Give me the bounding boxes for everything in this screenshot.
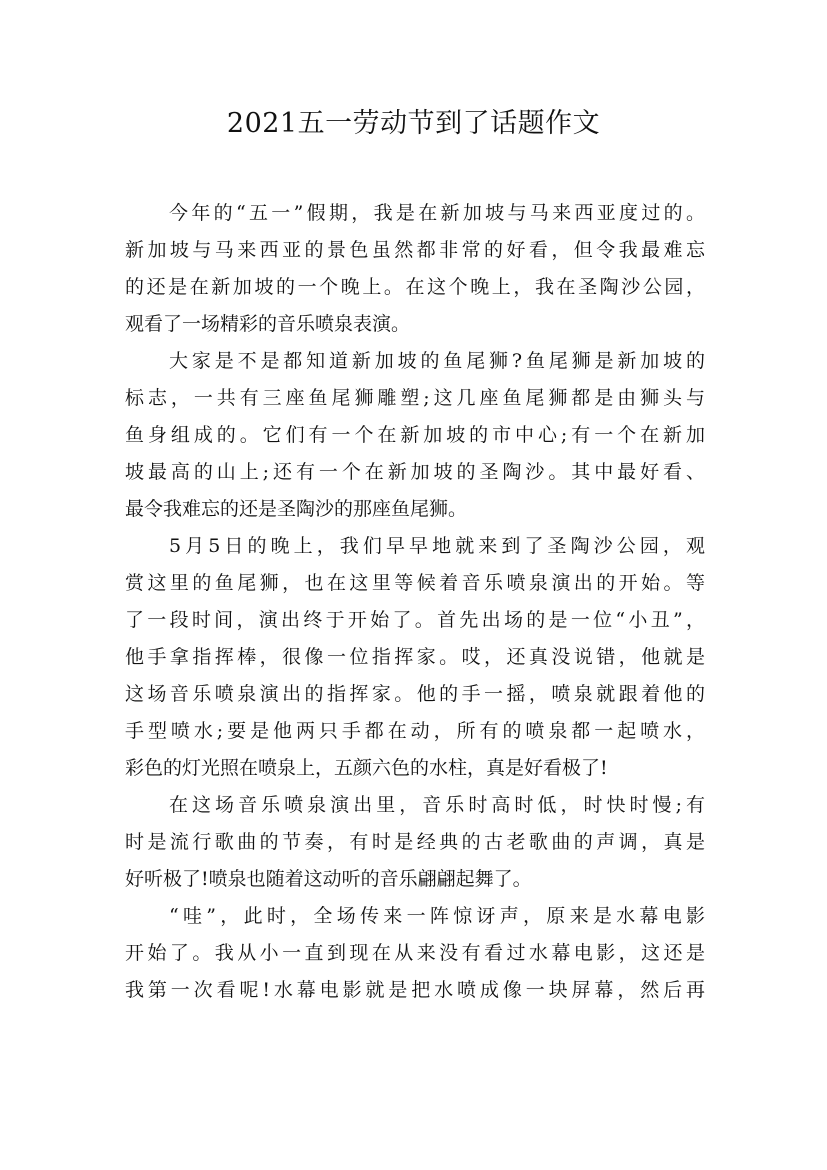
text-line: 好听极了!喷泉也随着这动听的音乐翩翩起舞了。 <box>125 868 532 890</box>
text-line: 手型喷水;要是他两只手都在动，所有的喷泉都一起喷水， <box>125 720 705 742</box>
text-line: 鱼身组成的。它们有一个在新加坡的市中心;有一个在新加 <box>125 424 705 446</box>
text-line: 开始了。我从小一直到现在从来没有看过水幕电影，这还是 <box>125 942 705 964</box>
text-line: 5月5日的晚上，我们早早地就来到了圣陶沙公园，观 <box>169 535 705 557</box>
text-line: 标志，一共有三座鱼尾狮雕塑;这几座鱼尾狮都是由狮头与 <box>125 387 705 409</box>
text-line: 新加坡与马来西亚的景色虽然都非常的好看，但令我最难忘 <box>125 239 705 261</box>
text-line: 大家是不是都知道新加坡的鱼尾狮?鱼尾狮是新加坡的 <box>169 350 705 372</box>
text-line: 观看了一场精彩的音乐喷泉表演。 <box>125 313 411 335</box>
text-line: 了一段时间，演出终于开始了。首先出场的是一位“小丑”， <box>125 609 705 631</box>
text-line: 在这场音乐喷泉演出里，音乐时高时低，时快时慢;有 <box>169 794 705 816</box>
text-line: 这场音乐喷泉演出的指挥家。他的手一摇，喷泉就跟着他的 <box>125 683 705 705</box>
text-line: 的还是在新加坡的一个晚上。在这个晚上，我在圣陶沙公园， <box>125 276 705 298</box>
text-line: 最令我难忘的还是圣陶沙的那座鱼尾狮。 <box>125 498 468 520</box>
text-line: 坡最高的山上;还有一个在新加坡的圣陶沙。其中最好看、 <box>125 461 705 483</box>
text-line: 时是流行歌曲的节奏，有时是经典的古老歌曲的声调，真是 <box>125 831 705 853</box>
text-line: 彩色的灯光照在喷泉上，五颜六色的水柱，真是好看极了! <box>125 757 608 779</box>
text-line: 今年的“五一”假期，我是在新加坡与马来西亚度过的。 <box>169 202 705 224</box>
text-line: 他手拿指挥棒，很像一位指挥家。哎，还真没说错，他就是 <box>125 646 705 668</box>
text-line: “哇”，此时，全场传来一阵惊讶声，原来是水幕电影 <box>169 905 705 927</box>
document-body <box>125 195 705 1009</box>
document-title: 2021五一劳动节到了话题作文 <box>226 108 601 139</box>
text-line: 我第一次看呢!水幕电影就是把水喷成像一块屏幕，然后再 <box>125 979 705 1001</box>
text-line: 赏这里的鱼尾狮，也在这里等候着音乐喷泉演出的开始。等 <box>125 572 705 594</box>
